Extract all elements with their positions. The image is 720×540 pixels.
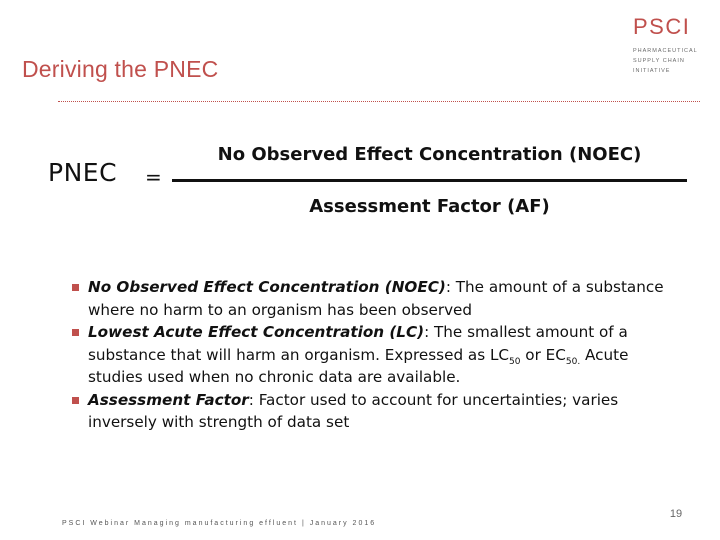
definition-term: No Observed Effect Concentration (NOEC) bbox=[88, 278, 446, 296]
equals-sign: = bbox=[145, 165, 162, 189]
square-bullet-icon bbox=[72, 329, 79, 336]
subscript: 50 bbox=[509, 356, 521, 367]
logo-subtitle-line: SUPPLY CHAIN bbox=[633, 58, 685, 64]
list-item bbox=[70, 276, 680, 321]
equation-lhs: PNEC bbox=[48, 158, 118, 187]
logo-subtitle bbox=[633, 46, 713, 76]
psci-logo bbox=[633, 16, 713, 76]
header-divider bbox=[58, 101, 700, 102]
definition-text: or EC bbox=[520, 345, 566, 364]
definition-text: : The amount of a substance where no harm to an organism has been observed bbox=[88, 278, 664, 319]
definition-text: : The smallest amount of a substance that will harm an organism. Expressed as LC bbox=[88, 323, 628, 364]
logo-subtitle-line: INITIATIVE bbox=[633, 68, 671, 74]
definition-list bbox=[70, 276, 680, 434]
list-item bbox=[70, 389, 680, 434]
list-item bbox=[70, 321, 680, 389]
square-bullet-icon bbox=[72, 397, 79, 404]
page-number: 19 bbox=[669, 508, 683, 520]
subscript: 50. bbox=[565, 356, 581, 367]
definition-text: Acute studies used when no chronic data are available. bbox=[88, 345, 629, 386]
fraction-bar bbox=[172, 179, 687, 182]
equation-numerator: No Observed Effect Concentration (NOEC) bbox=[217, 144, 642, 165]
footer-text: PSCI Webinar Managing manufacturing effluent | January 2016 bbox=[62, 520, 377, 527]
definition-text: : Factor used to account for uncertainties; varies inversely with strength of data set bbox=[88, 390, 619, 431]
logo-wordmark: PSCI bbox=[633, 14, 691, 39]
definition-term: Lowest Acute Effect Concentration (LC) bbox=[88, 323, 425, 341]
square-bullet-icon bbox=[72, 284, 79, 291]
definition-term: Assessment Factor bbox=[88, 390, 249, 409]
equation-denominator: Assessment Factor (AF) bbox=[309, 196, 550, 217]
slide-title: Deriving the PNEC bbox=[22, 56, 219, 82]
logo-subtitle-line: PHARMACEUTICAL bbox=[633, 48, 698, 54]
